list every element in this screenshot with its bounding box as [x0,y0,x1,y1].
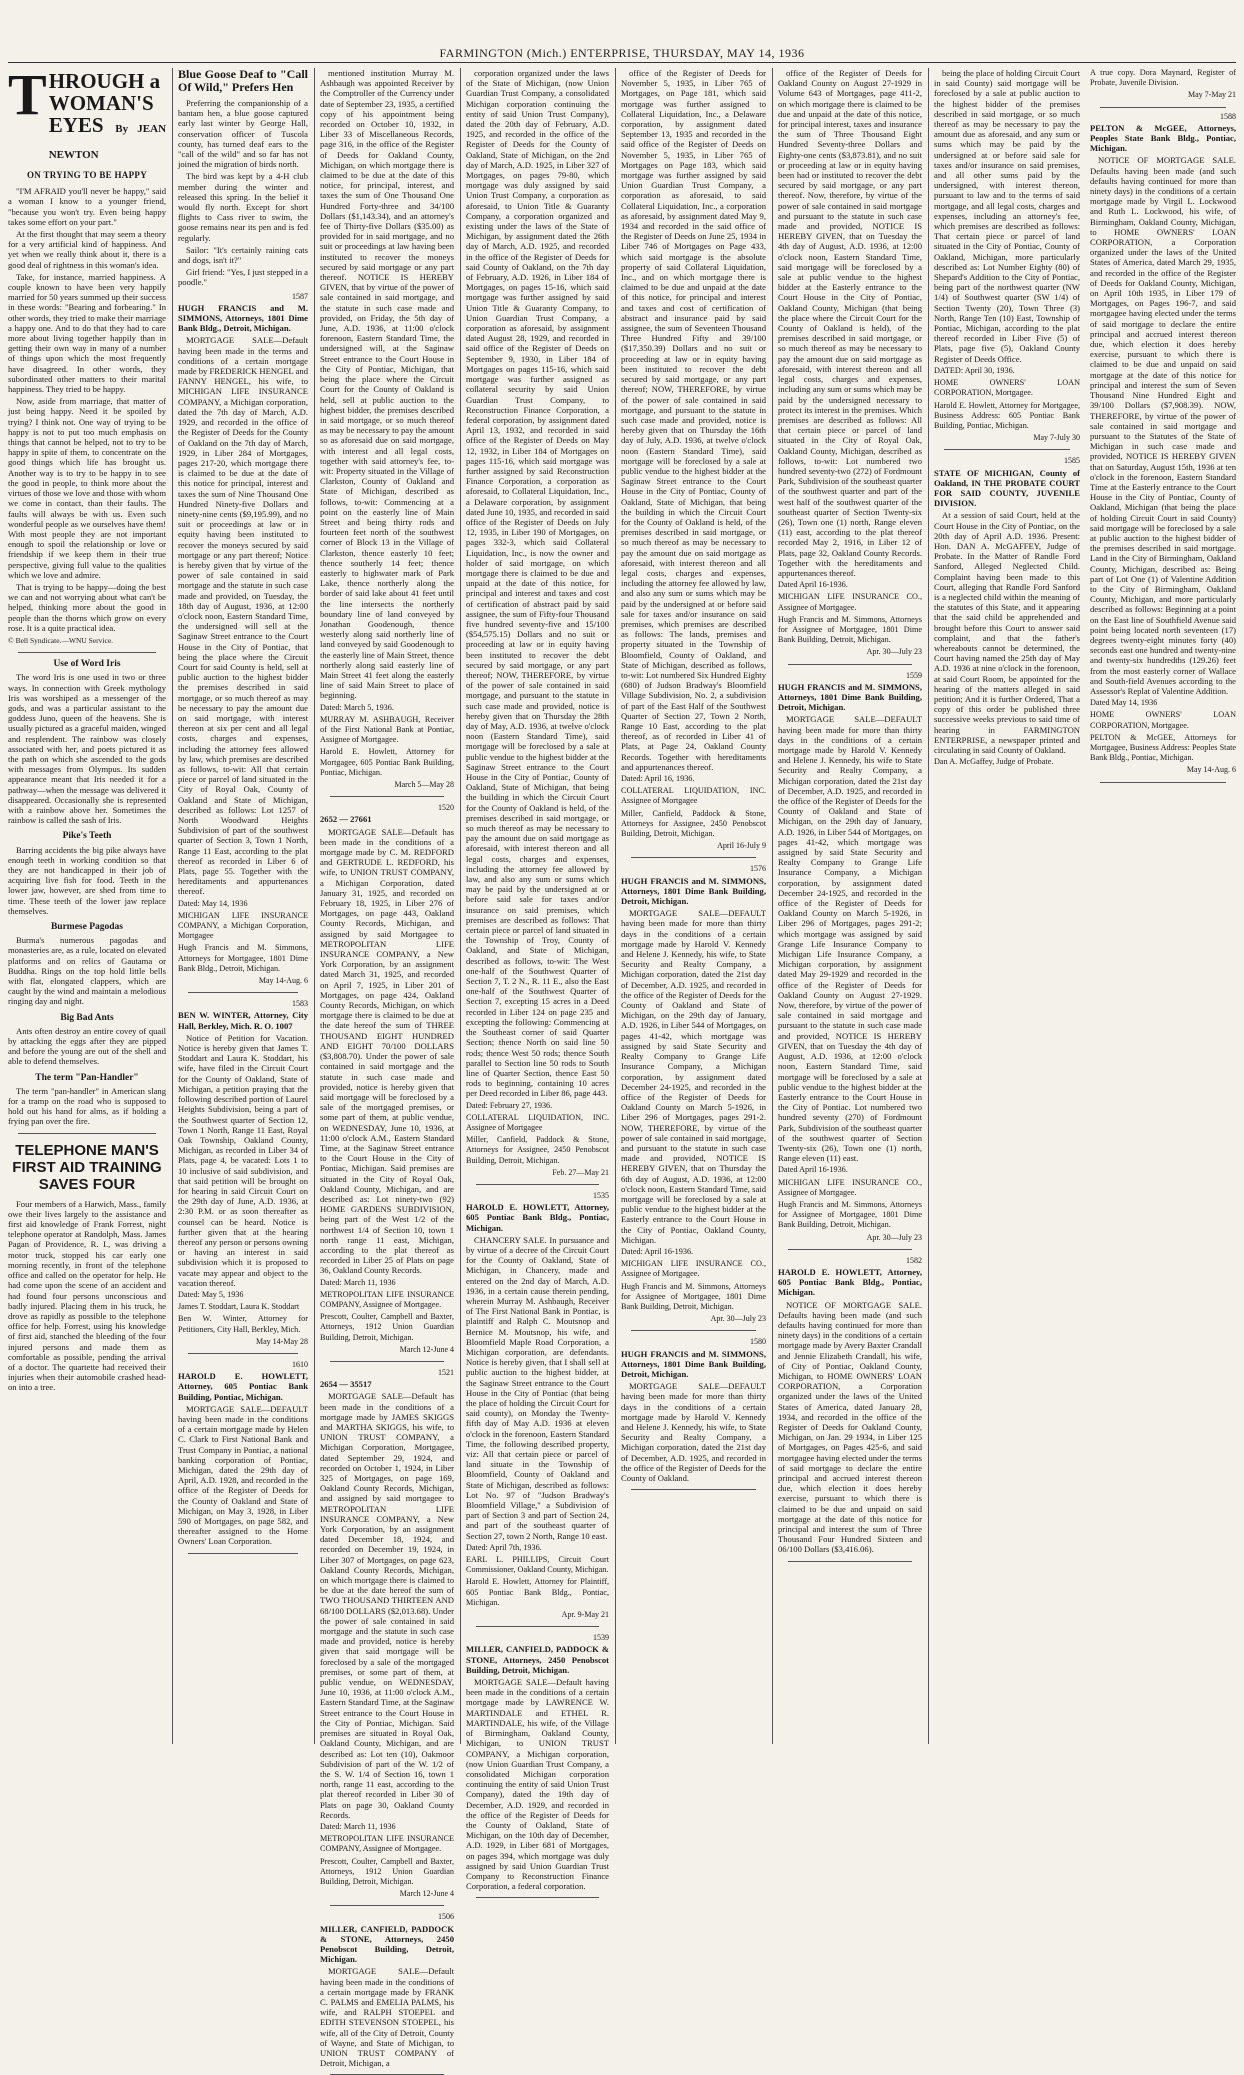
notice-assignee: MICHIGAN LIFE INSURANCE CO., Assignee of Mortgagee. [778,1177,922,1197]
notice-date: Dated: April 16, 1936. [621,774,695,784]
masthead: FARMINGTON (Mich.) ENTERPRISE, THURSDAY, MAY 14, 1936 [439,46,805,60]
notice-run-dates: Apr. 30—July 23 [866,647,922,657]
divider [476,1184,599,1185]
notice-run-dates: May 14-May 28 [256,1336,308,1346]
notice-attorneys: Miller, Canfield, Paddock & Stone, Attorneys for Assignee, 2450 Penobscot Building, Detroit, Michigan. [466,1135,609,1165]
notice-run-dates: March 5—May 28 [394,780,454,790]
legal-notices [466,68,609,1898]
notice-run-dates: May 7-July 30 [1033,433,1080,443]
notice-date: Dated April 16-1936. [778,1165,848,1175]
divider [188,992,298,993]
notice-body: MORTGAGE SALE—Default has been made in the conditions of a mortgage made by JAMES SKIGGS and MARTHA SKIGGS, his wife, to UNION TRUST COMPANY, a Michigan Corporation, Mortgagee, dated September 29, 1924, and recorded on October 1, 1924, in Liber 325 of Mortgages, on page 169, Oakland County Records, Michigan, and assigned by said mortgagee to METROPOLITAN LIFE INSURANCE COMPANY, a New York Corporation, by an assignment dated December 18, 1924, and recorded on December 19, 1924, in Liber 307 of Mortgages, on page 623, Oakland County Records, Michigan, on which mortgage there is claimed to be due at the date hereof the sum of TWO THOUSAND THIRTEEN AND 68/100 DOLLARS ($2,013.68). Under the power of sale contained in said mortgage and the statute in such case made and provided, notice is hereby given that said mortgage will be foreclosed by a sale of the mortgaged premises, or some part of them, at public vendue, on WEDNESDAY, June 10, 1936, at 11:00 o'clock A.M., Eastern Standard Time, at the Saginaw Street entrance to the Court House in the City of Pontiac, Michigan. Said premises are situated in Royal Oak, Oakland County, Michigan, and are described as: Lot ten (10), Oakmoor Subdivision of part of the W. 1/2 of the S. W. 1/4 of Section 16, town 1 north, range 11 east, according to the plat thereof recorded in Liber 30 of Plats on page 30, Oakland County Records. [320,1391,454,1820]
notice-number: 1539 [593,1633,609,1643]
notice-heading: STATE OF MICHIGAN, County of Oakland, IN THE PROBATE COURT FOR SAID COUNTY, JUVENILE DIVISION. [934,467,1080,509]
notice-heading: MILLER, CANFIELD, PADDOCK & STONE, Attorneys, 2450 Penobscot Building, Detroit, Michigan. [466,1644,609,1675]
column-divider [314,68,315,1744]
notice-run-dates: March 12-June 4 [399,1344,454,1354]
notice-date: Dated: May 5, 1936 [178,1289,244,1299]
divider [188,1353,298,1354]
notice-body: MORTGAGE SALE—Default having been made in the terms and conditions of a certain mortgage made by FREDERICK HENGEL and FANNY HENGEL, his wife, to MICHIGAN LIFE INSURANCE COMPANY, a Michigan corporation, dated the 7th day of March, A.D. 1929, and recorded in the office of the Register of Deeds for the County of Oakland on the 7th day of March, 1929, in Liber 284 of Mortgages, pages 217-20, which mortgage there is claimed to be due at the date of this notice for principal, interest and taxes the sum of Nine Thousand One Hundred Ninety-five Dollars and ninety-nine cents ($9,195.99), and no suit or proceedings at law or in equity having been instituted to recover the moneys secured by said mortgage or any part thereof; Notice is hereby given that by virtue of the power of sale contained in said mortgage and the statute in such case made and provided, on Tuesday, the 18th day of August, 1936, at 12:00 o'clock noon, Eastern Standard Time, the undersigned will sell at the Saginaw Street entrance to the Court House in the City of Pontiac, that being the place where the Circuit Court for said County is held, sell at public auction to the highest bidder the premises described in said mortgage, or so much thereof as may be necessary to pay the amount due on said mortgage, with interest thereon at six per cent and all legal costs, charges and expenses, including the attorney fees allowed by law, which premises are described as follows, to-wit: All that certain piece or parcel of land situated in the City of Royal Oak, County of Oakland and State of Michigan, described as follows: Lot 1257 of North Woodward Heights Subdivision of part of the southwest quarter of Section 3, Town 1 North, Range 11 East, according to the plat thereof as recorded in Liber 6 of Plats, page 55. Together with the hereditaments and appurtenances thereof. [178,335,309,897]
feature-drop-letter: T [8,62,47,127]
legal-notice [178,292,308,994]
notice-heading: PELTON & McGEE, Attorneys, Peoples State Bank Bldg., Pontiac, Michigan. [1090,122,1236,154]
legal-notices [934,68,1236,783]
notice-run-dates: May 14-Aug. 6 [1186,765,1236,775]
feature-title-line-3: EYES [48,113,104,137]
feature-paragraph: That is trying to be happy—doing the best we can and not worrying about what can't be helped, thinking more about the good in people than the thorns which grow on every rose. It is a quite practical idea. [8,581,166,633]
notice-number: 1559 [906,670,922,680]
notice-number: 1580 [750,1337,766,1347]
divider [18,652,156,653]
notice-date: Dated May 14, 1936 [1090,698,1158,708]
notice-number: 1583 [292,999,308,1009]
legal-notice [320,803,454,1362]
notice-heading: MILLER, CANFIELD, PADDOCK & STONE, Attorneys, 2450 Penobscot Building, Detroit, Michigan. [320,1923,454,1965]
feature-paragraph: At the first thought that may seem a theory for a very artificial kind of happiness. And yet when we really think about it, there is a good deal of rightness in this woman's idea. [8,229,166,270]
feature-title-line-1: HROUGH a [48,69,161,93]
feature-paragraph: "I'M AFRAID you'll never be happy," said a woman I know to a younger friend, "because you won't try. Even being happy takes some effort on your part." [8,186,166,227]
notice-body: MORTGAGE SALE—Default having been made in the conditions of a certain mortgage made by FRANK C. PALMS and EMELIA PALMS, his wife, and RALPH STOEPEL and EDITH STEVENSON STOEPEL, his wife, all of the City of Detroit, County of Wayne, and State of Michigan, to UNION TRUST COMPANY of Detroit, Michigan, a [320,1966,454,2069]
notice-body: office of the Register of Deeds for Oakland County on August 27-1929 in Volume 643 of Mortgages, page 411-2, on which mortgage there is claimed to be due and unpaid at the date of this notice, for principal interest, taxes and insurance the sum of Three Thousand Eight Hundred Seventy-three Dollars and Eighty-one cents ($3,873.81), and no suit or proceeding at law or in equity having been had or instituted to recover the debt secured by said mortgage, or any part thereof. Now, therefore, by virtue of the power of sale contained in said mortgage and pursuant to the statute in such case made and provided, NOTICE IS HEREBY GIVEN, that on Tuesday the 4th day of August, A.D. 1936, at 12:00 o'clock noon, Eastern Standard Time, said mortgage will be foreclosed by a sale at public vendue to the highest bidder at the Easterly entrance to the Court House in the City of Pontiac, Oakland County, Michigan (that being the place where the Circuit Court for the County of Oakland is held), of the premises described in said mortgage, or so much thereof as may be necessary to pay the amount due on said mortgage as aforesaid, with interest thereon and all legal costs, charges and expenses, including any sum or sums which may be paid by the undersigned necessary to protect its interest in the premises. Which premises are described as follows: All that certain piece or parcel of land situated in the City of Royal Oak, Oakland County, Michigan, described as follows, to-wit: Lot numbered two hundred seventy-two (272) of Fordmount Park, Subdivision of the southeast quarter of the southwest quarter and part of the west half of the southwest quarter of the southeast quarter of Section Twenty-six (26), Town one (1) north, Range eleven (11) east, according to the plat thereof recorded May 2, 1916, in Liber 12 of Plats, page 32, Oakland County Records. Together with the hereditaments and appurtenances thereof. [778,68,922,578]
feature-byline: By JEAN NEWTON [48,123,167,161]
filler-text: Ants often destroy an entire covey of quail by attacking the eggs after they are pipped and before the young are out of the shell and able to defend themselves. [8,1025,166,1067]
legal-notice [934,68,1080,450]
notice-number: 1587 [292,291,308,301]
column-divider [172,68,173,1744]
notice-run-dates: April 16-July 9 [717,841,766,851]
notice-number: 1582 [906,1255,922,1265]
notice-run-dates: Apr. 30—July 23 [866,1232,922,1242]
notice-date: Dated: April 16-1936. [621,1246,694,1256]
notice-attorneys: Miller, Canfield, Paddock & Stone, Attorneys for Assignee, 2450 Penobscot Building, Detroit, Michigan. [621,808,766,839]
divider [18,1133,156,1134]
joke-line-1: Sailor: "It's certainly raining cats and dogs, isn't it?" [178,244,308,266]
divider [788,664,912,665]
divider [788,1561,912,1562]
divider [330,1361,444,1362]
notice-run-dates: Apr. 9-May 21 [561,1610,609,1620]
notice-attorneys: A true copy. Dora Maynard, Register of Probate, Juvenile Division. [1090,68,1236,88]
divider [1100,782,1226,783]
notice-assignee: METROPOLITAN LIFE INSURANCE COMPANY, Assignee of Mortgagee. [320,1289,454,1309]
column-divider [772,68,773,1744]
notice-date: DATED: April 30, 1936. [934,365,1015,375]
legal-notice [320,68,454,797]
notice-body: MORTGAGE SALE—DEFAULT having been made for more than thirty days in the conditions of a certain mortgage made by Harold V. Kennedy and Helene J. Kennedy, his wife, to State Security and Realty Company, a Michigan corporation, dated the 21st day of December, A.D. 1925, and recorded in the office of the Register of Deeds for the County of Oakland and State of Michigan, on the 29th day of January, A.D. 1926, in Liber 544 of Mortgages, on pages 41-42, which mortgage was assigned by said State Security and Realty Company to Grange Life Insurance Company, a Michigan corporation, by assignment dated December 24-1925, and recorded in the office of the Register of Deeds for Oakland County on March 5-1926, in Liber 296 of Mortgages, pages 291-2. NOW, THEREFORE, by virtue of the power of sale contained in said mortgage, and pursuant to the statute in such case made and provided, NOTICE IS HEREBY GIVEN, that on Thursday the 6th day of August, A.D. 1936, at 12:00 o'clock noon, Eastern Standard Time, said mortgage will be foreclosed by a sale at public vendue to the highest bidder at the Easterly entrance to the Court House in the City of Pontiac, Oakland County, Michigan. [621,908,766,1245]
notice-attorneys: Ben W. Winter, Attorney for Petitioners, City Hall, Berkley, Mich. [178,1314,308,1334]
masthead-rule [8,62,1236,63]
legal-notice [466,68,609,1185]
notice-body: MORTGAGE SALE—DEFAULT having been made for more than thirty days in the conditions of a certain mortgage made by Harold V. Kennedy and Helene J. Kennedy, his wife, to State Security and Realty Company, a Michigan corporation, dated the 21st day of December, A.D. 1925, and recorded in the office of the Register of Deeds for the County of Oakland. [621,1381,766,1484]
divider [631,857,756,858]
column-7 [934,68,1236,1744]
notice-assignee: COLLATERAL LIQUIDATION, INC. Assignee of Mortgagee [621,786,766,806]
legal-notice [466,1633,609,1898]
filler-items [8,659,166,1127]
notice-attorneys: PELTON & McGEE, Attorneys for Mortgagee, Business Address: Peoples State Bank Bldg., Pontiac, Michigan. [1090,732,1236,763]
legal-notices [778,68,922,1562]
notice-heading: HUGH FRANCIS and M. SIMMONS, Attorneys, 1801 Dime Bank Building, Detroit, Michigan. [621,1348,766,1379]
notice-attorneys: Hugh Francis and M. Simmons, Attorneys for Assignee of Mortgagee, 1801 Dime Bank Building, Detroit, Michigan. [621,1281,766,1311]
notice-number: 1535 [593,1190,609,1200]
notice-assignee: MICHIGAN LIFE INSURANCE COMPANY, a Michigan Corporation, Mortgagee [178,910,308,941]
notice-date: Dated: March 5, 1936. [320,702,394,712]
article-paragraph: The bird was kept by a 4-H club member during the winter and released this spring. In the belief it would fly north. Except for short flights to Cass river to swim, the goose remains near its pen and is fed regularly. [178,171,308,243]
notice-assignee: MICHIGAN LIFE INSURANCE CO., Assignee of Mortgagee. [621,1259,766,1279]
column-2 [178,68,308,1744]
notice-date: Dated: February 27, 1936. [466,1100,553,1110]
notice-attorneys: Prescott, Coulter, Campbell and Baxter, Attorneys, 1912 Union Guardian Building, Detroit, Michigan. [320,1856,454,1886]
syndicate-credit: © Bell Syndicate.—WNU Service. [8,635,114,645]
notice-attorneys: Harold E. Howlett, Attorney for Mortgagee, Business Address: 605 Pontiac Bank Building, Pontiac, Michigan. [934,400,1080,430]
notice-body: MORTGAGE SALE—DEFAULT having been made in the conditions of a certain mortgage made by Helen C. Clark to First National Bank and Trust Company in Pontiac, a national banking corporation of Pontiac, Michigan, dated the 29th day of April, A.D. 1928, and recorded in the office of the Register of Deeds for the County of Oakland and State of Michigan, on May 3, 1928, in Liber 590 of Mortgages, on page 582, and thereafter assigned to the Home Owners' Loan Corporation. [178,1403,308,1547]
filler-headline: Big Bad Ants [60,1012,114,1023]
notice-attorneys: Harold E. Howlett, Attorney for Mortgagee, 605 Pontiac Bank Building, Pontiac, Michigan. [320,747,454,777]
filler-headline: The term "Pan-Handler" [35,1072,139,1083]
notice-body: Notice of Petition for Vacation. Notice is hereby given that James T. Stoddart and Laura K. Stoddart, his wife, have filed in the Circuit Court for the County of Oakland, State of Michigan, a petition praying that the following described portion of Laurel Heights Subdivision, being a part of the Southwest quarter of Section 12, Town 1 North, Range 11 East, Royal Oak Township, Oakland County, Michigan, as recorded in Liber 34 of Plats, page 4, be vacated: Lots 1 to 10 inclusive of said subdivision, and that said petition will be brought on for hearing in said Circuit Court on the 29th day of June, A.D. 1936, at 2:30 P.M. or as soon thereafter as counsel can be heard. Notice is further given that at the hearing thereof any person or persons owning or having an interest in said subdivision which it is proposed to vacate may appear and object to the vacation thereof. [178,1032,308,1288]
article-headline: Blue Goose Deaf to "Call Of Wild," Prefers Hen [178,67,308,94]
divider [476,1897,599,1898]
legal-notices [178,292,308,1554]
column-3 [320,68,454,2069]
notice-body: At a session of said Court, held at the Court House in the City of Pontiac, on the 20th day of April A.D. 1936. Present: Hon. DAN A. McGAFFEY, Judge of Probate. In the Matter of Randle Ford Sanford, Alleged Neglected Child. Complaint having been made to this Court, alleging that Randle Ford Sanford is a neglected child within the meaning of the statutes of this State, and it appearing that the said child be apprehended and brought before this Court to answer said complaint, and that the father's whereabouts cannot be determined, the Court having named the 25th day of May A.D. 1936 at nine o'clock in the forenoon, at said Court Room, be appointed for the hearing of the matters alleged in said petition; And it is further Ordered, That a copy of this order be published three successive weeks previous to said time of hearing in FARMINGTON ENTERPRISE, a newspaper printed and circulating in said County of Oakland. [934,510,1080,755]
article-body [178,98,308,243]
legal-notice [778,1256,922,1562]
notice-number: 1588 [1220,111,1236,121]
notice-heading: 2652 — 27661 [320,814,372,825]
legal-notice [1090,112,1236,783]
notice-heading: HUGH FRANCIS and M. SIMMONS, Attorneys, 1801 Dime Bank Building, Detroit, Michigan. [778,681,922,713]
legal-notices [621,68,766,1490]
legal-notice [466,1191,609,1627]
filler-text: The term "pan-handler" in American slang for a tramp on the road who is supposed to hold out his hand for alms, as if holding a frying pan over the fire. [8,1085,166,1127]
divider [188,1553,298,1554]
filler-headline: Burmese Pagodas [50,922,124,933]
feature-paragraph: Take, for instance, married happiness. A couple known to have been very happily married for 50 years summed up their success in these words: "Bearing and forbearing." In other words, they tried to make their marriage a happy one. And to do that they had to care more about living together happily than in getting their own way in many of a number of things upon which the most frequently have disagreed. In other words, they subordinated other matters to their marital happiness. They tried to be happy. [8,271,166,395]
notice-attorneys: Prescott, Coulter, Campbell and Baxter, Attorneys, 1912 Union Guardian Building, Detroit, Michigan. [320,1312,454,1342]
divider [788,1249,912,1250]
column-5 [621,68,766,1744]
notice-assignee: James T. Stoddart, Laura K. Stoddart [178,1302,300,1312]
legal-notice [621,68,766,858]
notice-assignee: Dan A. McGaffey, Judge of Probate. [934,757,1054,767]
notice-number: 1576 [750,864,766,874]
notice-date: Dated: March 11, 1936 [320,1821,396,1831]
filler-text: The word Iris is one used in two or three ways. In connection with Greek mythology Iris was worshiped as a messenger of the gods, and was a particular assistant to the goddess Juno, queen of the heavens. She is usually pictured as a graceful maiden, winged and resplendent. The rainbow was closely associated with her, and poets pictured it as the path on which she ascended to the gods with messages from Olympus. Its sudden appearance meant that Iris needed it for a pathway—when the message was delivered it disappeared. Occasionally she is represented with a rainbow above her. Sometimes the rainbow is called the sash of Iris. [8,672,166,826]
notice-heading: HUGH FRANCIS and M. SIMMONS, Attorneys, 1801 Dime Bank Bldg., Detroit, Michigan. [178,302,308,334]
divider [1100,107,1226,108]
notice-body: mentioned institution Murray M. Ashbaugh was appointed Receiver by the Comptroller of the Currency under date of September 23, 1935, a certified copy of his appointment being recorded on October 10, 1932, in Liber 33 of Miscellaneous Records, page 316, in the office of the Register of Deeds for Oakland County, Michigan, on which mortgage there is claimed to be due at the date of this notice, for principal, interest, and taxes the sum of One Thousand One Hundred Forty-three and 34/100 Dollars ($1,143.34), and an attorney's fee of Thirty-five Dollars ($35.00) as provided for in said mortgage, and no suit or proceedings at law having been instituted to recover the moneys secured by said mortgage or any part thereof. NOTICE IS HEREBY GIVEN, that by virtue of the power of sale contained in said mortgage, and the statute in such case made and provided, on Friday, the 5th day of June, A.D. 1936, at 11:00 o'clock forenoon, Eastern Standard Time, the undersigned will, at the Saginaw Street entrance to the Court House in the City of Pontiac, Michigan, that being the place where the Circuit Court for the County of Oakland is held, sell at public auction to the highest bidder, the premises described in said mortgage, or so much thereof as may be necessary to pay the amount so as aforesaid due on said mortgage, with interest and all legal costs, together with said attorney's fee, to-wit: Property situated in the Village of Clarkston, County of Oakland and State of Michigan, described as follows, to-wit: Commencing at a point on the easterly line of Main Street and being thirty rods and fourteen feet north of the southwest corner of Block 13 in the Village of Clarkston, thence easterly 10 feet; thence southerly 14 feet; thence easterly to highwater mark of Park Lake, thence northerly along the border of said lake about 41 feet until the line intersects the northerly boundary line of land conveyed by Jonathan Goodenough, thence westerly along said northerly line of land conveyed by said Goodenough to the easterly line of Main Street, thence northerly along said easterly line of Main Street 41 feet along the easterly line of said Main Street to place of beginning. [320,68,454,701]
notice-body: corporation organized under the laws of the State of Michigan, (now Union Guardian Trust Company, a consolidated Michigan corporation continuing the entity of said Union Trust Company), dated the 20th day of February, A.D. 1925, and recorded in the office of the Register of Deeds for the County of Oakland, State of Michigan, on the 2nd day of March, A.D. 1925, in Liber 327 of Mortgages, on pages 79-80, which mortgage was duly assigned by said Union Trust Company, a corporation as aforesaid, to Union Title & Guaranty Company, a corporation organized and existing under the laws of the State of Michigan, by assignment dated the 26th day of March, A.D. 1925, and recorded in the office of the Register of Deeds for said County of Oakland, on the 7th day of February, A.D. 1926, in Liber 184 of Mortgages, on pages 15-16, which said mortgage was further assigned by said Union Title & Guaranty Company, to Union Guardian Trust Company, a corporation as aforesaid, by assignment dated August 28, 1929, and recorded in said office of the Register of Deeds on September 9, 1930, in Liber 184 of Mortgages on pages 115-16, which said mortgage was further assigned as collateral security by said Union Guardian Trust Company, to Reconstruction Finance Corporation, a federal corporation, by assignment dated April 13, 1932, and recorded in said office of the Register of Deeds on May 12, 1932, in Liber 184 of Mortgages on pages 115-16, which said mortgage was further assigned by said Reconstruction Finance Corporation, a corporation as aforesaid, to Collateral Liquidation, Inc., a Delaware corporation, by assignment dated June 10, 1935, and recorded in said office of the Register of Deeds on July 12, 1935, in Liber 190 of Mortgages, on pages 332-3, which said Collateral Liquidation, Inc., is now the owner and holder of said mortgage, on which mortgage there is claimed to be due and unpaid at the date of this notice, for principal and interest and taxes and cost of certification of abstract paid by said assignee, the sum of Fifty-four Thousand five hundred seventy-five and 15/100 ($54,575.15) Dollars and no suit or proceeding at law or in equity having been instituted to recover the debt secured by said mortgage, or any part thereof; NOW, THEREFORE, by virtue of the power of sale contained in said mortgage, and pursuant to the statute in such case made and provided, notice is hereby given that on Thursday the 28th day of May, A.D. 1936, at twelve o'clock noon (Eastern Standard Time), said mortgage will be foreclosed by a sale at public vendue to the highest bidder at the Saginaw Street entrance to the Court House in the City of Pontiac, County of Oakland, State of Michigan, that being the building in which the Circuit Court for the County of Oakland is held, of the premises described in said mortgage, or so much thereof as may be necessary to pay the amount due on said mortgage as aforesaid, with interest thereon and all legal costs, charges and expenses, including the attorney fee allowed by law, and also any sum or sums which may be paid by the undersigned at or before said sale for taxes and/or insurance on said premises, which premises are described as follows: That certain piece or parcel of land situated in the Township of Troy, County of Oakland, and State of Michigan, described as follows, to-wit: The West one-half of the Southwest Quarter of Section 7, T. 2 N., R. 11 E., also the East one-half of the Southwest Quarter of Section 7, excepting 15 acres in a Deed recorded in Liber 124 on page 235 and excepting the following: Commencing at the Southeast corner of said Quarter Section; thence North on said line 50 rods; thence West 50 rods; thence South parallel to Section line 50 rods to South line of Quarter Section, thence East 50 rods to beginning, containing 10 acres per Deed recorded in Liber 86, page 443. [466,68,609,1099]
notice-heading: HAROLD E. HOWLETT, Attorney, 605 Pontiac Bank Bldg., Pontiac, Michigan. [778,1266,922,1298]
notice-assignee: COLLATERAL LIQUIDATION, INC. Assignee of Mortgagee [466,1112,609,1132]
joke-line-2: Girl friend: "Yes, I just stepped in a poodle." [178,267,308,288]
notice-body: MORTGAGE SALE—Default having been made in the conditions of a certain mortgage made by LAWRENCE W. MARTINDALE and ETHEL R. MARTINDALE, his wife, of the Village of Birmingham, Oakland County, Michigan, to UNION TRUST COMPANY, a Michigan corporation, (now Union Guardian Trust Company, a consolidated Michigan corporation continuing the entity of said Union Trust Company), dated the 19th day of December, A.D. 1929, and recorded in the office of the Register of Deeds for the County of Oakland, State of Michigan, on the 10th day of December, A.D. 1929, in Liber 681 of Mortgages, on pages 394, which mortgage was duly assigned by said Union Guardian Trust Company to Reconstruction Finance Corporation, a federal corporation. [466,1677,609,1892]
notice-number: 1520 [438,803,454,813]
feature-paragraph: Now, aside from marriage, that matter of just being happy. Need it be spoiled by trying? I think not. One way of trying to be happy is not to put too much emphasis on things that cannot be helped, not to try to be happy in spite of them, to concentrate on the good things which life has brought us. Another way is to try to be happy in to see the good in people, to think more about the virtues of those we love and those with whom we come in contact, than their faults. The faults will always be with us. Even such wonderful people as we ourselves have them! With most people they are not important enough to spoil the relationship or love or friendship if we keep them in their true perspective, giving full value to the qualities which we love and admire. [8,396,167,580]
notice-date: Dated: April 7th, 1936. [466,1542,542,1552]
legal-notice [621,864,766,1331]
notice-assignee: HOME OWNERS' LOAN CORPORATION, Mortgagee. [934,378,1080,398]
divider [631,1330,756,1331]
column-divider [928,68,929,1744]
column-divider [460,68,461,1744]
notice-body: MORTGAGE SALE—Default has been made in the conditions of a mortgage made by C. M. REDFORD and GERTRUDE L. REDFORD, his wife, to UNION TRUST COMPANY, a Michigan Corporation, dated January 31, 1925, and recorded on February 18, 1925, in Liber 276 of Mortgages, on page 443, Oakland County Records, Michigan, and assigned by said Mortgagee to METROPOLITAN LIFE INSURANCE COMPANY, a New York Corporation, by an assignment dated March 31, 1925, and recorded on April 7, 1925, in Liber 201 of Mortgages, on page 424, Oakland County Records, Michigan, on which mortgage there is claimed to be due at the date hereof the sum of THREE THOUSAND EIGHT HUNDRED AND EIGHT 70/100 DOLLARS ($3,808.70). Under the power of sale contained in said mortgage and the statute in such case made and provided, notice is hereby given that said mortgage will be foreclosed by a sale of the mortgaged premises, or some part of them, at public vendue, on WEDNESDAY, June 10, 1936, at 11:00 o'clock A.M., Eastern Standard Time, at the Saginaw Street entrance to the Court House in the City of Pontiac, Michigan. Said premises are situated in the City of Royal Oak, Oakland County, Michigan, and are described as: Lot ninety-two (92) HOME GARDENS SUBDIVISION, being part of the West 1/2 of the northwest 1/4 of Section 10, town 1 north range 11 east, Michigan, according to the plat thereof as recorded in Liber 25 of Plats on page 36, Oakland County Records. [320,826,454,1276]
feature-body [8,186,166,633]
legal-notice [320,1368,454,1906]
legal-notice [178,1360,308,1554]
divider [330,796,444,797]
notice-run-dates: May 7-May 21 [1188,90,1236,100]
feature-subhead: ON TRYING TO BE HAPPY [26,170,147,180]
notice-attorneys: Hugh Francis and M. Simmons, Attorneys for Assignee of Mortgagee, 1801 Dime Bank Building, Detroit, Michigan. [778,1199,922,1230]
notice-attorneys: Harold E. Howlett, Attorney for Plaintiff, 605 Pontiac Bank Bldg., Pontiac, Michigan. [466,1577,609,1607]
notice-body: NOTICE OF MORTGAGE SALE. Defaults having been made (and such defaults having continued for more than ninety days) in the conditions of a certain mortgage made by Virgil L. Lockwood and Ruth L. Lockwood, his wife, of Birmingham, Oakland County, Michigan, to HOME OWNERS' LOAN CORPORATION, a Corporation organized under the laws of the United States of America, dated March 29, 1935, and recorded in the office of the Register of Deeds for Oakland County, Michigan, on April 10th 1935, in Liber 179 of Mortgages, on Pages 196-7, and said mortgagee having elected under the terms of said mortgage to declare the entire principal and accrued interest thereon due, which election it does hereby exercise, pursuant to which there is claimed to be due and unpaid on said mortgage at the date of this notice for principal and interest the sum of Seven Thousand Nine Hundred Eight and 39/100 Dollars ($7,908.39). NOW, THEREFORE, by virtue of the power of sale contained in said mortgage and pursuant to the Statutes of the State of Michigan in such case made and provided, NOTICE IS HEREBY GIVEN that on Saturday, August 15th, 1936 at ten o'clock in the forenoon, Eastern Standard Time at the Easterly entrance to the Court House in the City of Pontiac, County of Oakland, Michigan (that being the place of holding Circuit Court in said County) said mortgage will be foreclosed by a sale at public auction to the highest bidder of the premises described in said mortgage. Land in the City of Birmingham, Oakland County, Michigan, described as: Being part of Lot One (1) of Valentine Addition to the City of Birmingham, Oakland County, Michigan, and more particularly described as follows: Beginning at a point on the East line of Southfield Avenue said point being located north seventeen (17) degrees twenty-eight minutes forty (40) seconds east one hundred and twenty-nine and twenty-six hundredths (129.26) feet from the most easterly corner of Wallace and South-field Avenues according to the Assessor's Replat of Valentine Addition. [1090,155,1236,696]
filler-text: Barring accidents the big pike always have enough teeth in working condition so that they are not handicapped in their job of acquiring live fish for food. Teeth in the lower jaw, however, are shed from time to time. These teeth of the lower jaw replace themselves. [8,844,166,916]
column-4 [466,68,609,1892]
notice-number: 1521 [438,1367,454,1377]
notice-heading: HAROLD E. HOWLETT, Attorney, 605 Pontiac Bank Building, Pontiac, Michigan. [178,1371,308,1402]
divider [330,1905,444,1906]
divider [944,449,1070,450]
column-1 [8,62,167,1744]
divider [631,1489,756,1490]
notice-body: being the place of holding Circuit Court in said County) said mortgage will be foreclosed by a sale at public auction to the highest bidder of the premises described in said mortgage, or so much thereof as may be necessary to pay the amount due as aforesaid, and any sum or sums which may be paid by the undersigned at or before said sale for taxes and/or insurance on said premises, and all other sums paid by the undersigned, with interest thereon, pursuant to law and to the terms of said mortgage, and all legal costs, charges and expenses, including an attorney's fee, which premises are described as follows: That certain piece or parcel of land situated in the City of Pontiac, County of Oakland, Michigan, more particularly described as: Lot Number Eighty (80) of Shepard's Addition to the City of Pontiac, being part of the northwest quarter (NW 1/4) of Southwest quarter (SW 1/4) of Section Twenty (20), Town Three (3) North, Range Ten (10) East, Township of Pontiac, Michigan, according to the plat thereof recorded in Liber Five (5) of Plats, page five (5), Oakland County Register of Deeds Office. [934,68,1080,364]
column-divider [615,68,616,1744]
legal-notice [778,671,922,1250]
legal-notice [320,1912,454,2075]
notice-assignee: EARL L. PHILLIPS, Circuit Court Commissioner, Oakland County, Michigan. [466,1555,609,1575]
telephone-headline: TELEPHONE MAN'S FIRST AID TRAINING SAVES FOUR [12,1141,162,1193]
legal-notice [621,1337,766,1490]
notice-body: MORTGAGE SALE—DEFAULT having been made for more than thirty days in the conditions of a certain mortgage made by Harold V. Kennedy and Helene J. Kennedy, his wife to State Security and Realty Company, a Michigan corporation, dated the 21st day of December, A.D. 1925, and recorded in the office of the Register of Deeds for the County of Oakland and State of Michigan, on the 29th day of January, A.D. 1926, in Liber 544 of Mortgages, on pages 41-42, which mortgage was assigned by said State Security and Realty Company to Grange Life Insurance Company, a Michigan corporation, by assignment dated December 24-1925, and recorded in the office of the Register of Deeds for Oakland County on March 5-1926, in Liber 296 of Mortgages, pages 291-2; which mortgage was assigned by said Grange Life Insurance Company to Michigan Life Insurance Company, a Michigan corporation, by assignment dated May 29-1929 and recorded in the office of the Register of Deeds for Oakland County on August 27-1929. Now, therefore, by virtue of the power of sale contained in said mortgage and pursuant to the statute in such case made and provided, NOTICE IS HEREBY GIVEN, that on Tuesday the 4th day of August, A.D. 1936, at 12:00 o'clock noon, Eastern Standard Time, said mortgage will be foreclosed by a sale at public vendue to the highest bidder at the Easterly entrance to the Court House in the City of Pontiac. Lot numbered two hundred seventy (270) of Fordmount Park, Subdivision of the southeast quarter of the southwest quarter of Section Twenty-six (26), Town one (1) north, Range eleven (11) east. [778,714,922,1164]
notice-heading: BEN W. WINTER, Attorney, City Hall, Berkley, Mich. R. O. 1007 [178,1010,308,1031]
notice-body: NOTICE OF MORTGAGE SALE. Defaults having been made (and such defaults having continued for more than ninety days) in the conditions of a certain mortgage made by Avery Baxter Crandall and Jennie Elizabeth Crandall, his wife, of City of Pontiac, Oakland County, Michigan, to HOME OWNERS' LOAN CORPORATION, a Corporation organized under the laws of the United States of America, dated January 28, 1934, and recorded in the office of the Register of Deeds for Oakland County, Michigan, on Jan. 29 1934, in Liber 125 of Mortgages, on Pages 425-6, and said mortgagee having elected under the terms of said mortgage to declare the entire principal and accrued interest thereon due, which election it does hereby exercise, pursuant to which there is claimed to be due and unpaid on said mortgage at the date of this notice for principal and interest the sum of Three Thousand Four Hundred Sixteen and 06/100 Dollars ($3,416.06). [778,1299,922,1555]
filler-headline: Pike's Teeth [62,831,112,842]
feature-header [8,62,167,180]
notice-date: Dated: May 14, 1936 [178,898,248,908]
notice-assignee: MICHIGAN LIFE INSURANCE CO., Assignee of Mortgagee. [778,592,922,612]
notice-number: 1610 [292,1359,308,1369]
filler-text: Burma's numerous pagodas and monasteries are, as a rule, located on elevated platforms and on relics of Gautama or Buddha. Rings on the top hold little bells with flat, elongated clappers, which are caught by the wind and maintain a melodious ringing day and night. [8,935,166,1007]
notice-number: 1506 [438,1912,454,1922]
notice-date: Dated: March 11, 1936 [320,1277,396,1287]
legal-notice [178,999,308,1354]
feature-title-line-2: WOMAN'S [48,91,154,115]
legal-notices [320,68,454,2075]
notice-heading: HUGH FRANCIS and M. SIMMONS, Attorneys, 1801 Dime Bank Building, Detroit, Michigan. [621,875,766,907]
notice-body: CHANCERY SALE. In pursuance and by virtue of a decree of the Circuit Court for the County of Oakland, State of Michigan, in Chancery, made and entered on the 2nd day of March, A.D. 1936, in a certain cause therein pending, wherein Murray M. Ashbaugh, Receiver of The First National Bank in Pontiac, is plaintiff and Ralph C. Moutsnop and Bernice M. Moutsnop, his wife, and Bloomfield Maple Road Corporation, a Michigan corporation, are defendants. Notice is hereby given, that I shall sell at public auction to the highest bidder, at the Saginaw Street entrance to the Court House in the City of Pontiac (that being the place of holding the Circuit Court for said county), on Monday the Twenty-fifth day of May A.D. 1936 at eleven o'clock in the forenoon, Eastern Standard Time, the following described property, viz: All that certain piece or parcel of land situate in the Township of Bloomfield, County of Oakland and State of Michigan, described as follows: Lot No. 97 of "Judson Bradway's Bloomfield Village," a Subdivision of part of Section 3 and part of Section 24, and part of the southeast quarter of Section 27, town 2 North, Range 10 east. [466,1234,609,1541]
notice-assignee: HOME OWNERS' LOAN CORPORATION, Mortgagee. [1090,710,1236,730]
notice-attorneys: Hugh Francis and M. Simmons, Attorneys for Assignee of Mortgagee, 1801 Dime Bank Building, Detroit, Michigan. [778,614,922,645]
column-6 [778,68,922,1744]
notice-heading: 2654 — 35517 [320,1379,372,1390]
notice-date: Dated April 16-1936. [778,580,848,590]
article-paragraph: Preferring the companionship of a bantam hen, a blue goose captured early last winter by George Hall, conservation officer of Tuscola county, has turned deaf ears to the "call of the wild" and so far has not joined the migration of birds north. [178,98,308,170]
notice-run-dates: Feb. 27—May 21 [552,1167,609,1177]
notice-assignee: MURRAY M. ASHBAUGH, Receiver of the First National Bank at Pontiac, Assignee of Mortgagee. [320,714,454,745]
notice-run-dates: May 14-Aug. 6 [258,976,308,986]
divider [476,1626,599,1627]
notice-heading: HAROLD E. HOWLETT, Attorney, 605 Pontiac Bank Bldg., Pontiac, Michigan. [466,1202,609,1233]
notice-attorneys: Hugh Francis and M. Simmons, Attorneys for Mortgagee, 1801 Dime Bank Bldg., Detroit, Michigan. [178,943,308,973]
notice-run-dates: Apr. 30—July 23 [710,1314,766,1324]
notice-assignee: METROPOLITAN LIFE INSURANCE COMPANY, Assignee of Mortgagee. [320,1834,454,1854]
telephone-body: Four members of a Harwich, Mass., family owe their lives largely to the assistance and first aid knowledge of Frank Forrest, night telephone operator at Randolph, Mass. James Pagan of Providence, R. I., was driving a motor truck, stopped his car early one morning recently, in front of the telephone office and called on the operator for help. He had come upon the scene of an accident and had found four persons unconscious and badly injured. Placing them in his truck, he drove as rapidly as possible to the telephone office for help. Forrest, using his knowledge of first aid, stanched the bleeding of the four injured persons and made them as comfortable as possible, pending the arrival of a doctor. The quartette had received their injuries when their automobile crashed head-on into a tree. [8,1198,166,1393]
notice-body: office of the Register of Deeds for November 5, 1935, in Liber 765 of Mortgages, on Page 181, which said mortgage was further assigned to Collateral Liquidation, Inc., a Delaware corporation, by assignment dated September 13, 1935 and recorded in the said office of the Register of Deeds on November 5, 1935, in Liber 765 of Mortgages on Page 183, which said mortgage was further assigned by said Union Guardian Trust Company, a corporation as aforesaid, to said Collateral Liquidation, Inc., a corporation as aforesaid, by assignment dated May 9, 1934 and recorded in the said office of the Register of Deeds on June 25, 1934 in Liber 746 of Mortgages on Page 433, which said mortgage is the absolute property of said Collateral Liquidation, Inc., and on which mortgage there is claimed to be due and unpaid at the date of this notice, for principal and interest and taxes and cost of certification of abstract and insurance paid by said assignee, the sum of Seventeen Thousand Three Hundred Fifty and 39/100 ($17,350.39) Dollars and no suit or proceeding at law or in equity having been instituted to recover the debt secured by said mortgage, or any part thereof; NOW, THEREFORE, by virtue of the power of sale contained in said mortgage, and pursuant to the statute in such case made and provided, notice is hereby given that on Thursday the 16th day of July, A.D. 1936, at twelve o'clock noon (Eastern Standard Time), said mortgage will be foreclosed by a sale at public vendue to the highest bidder at the Saginaw Street entrance to the Court House in the City of Pontiac, County of Oakland, State of Michigan, that being the building in which the Circuit Court for the County of Oakland is held, of the premises described in said mortgage, or so much thereof as may be necessary to pay the amount due on said mortgage as aforesaid, with interest thereon and all legal costs, charges and expenses, including the attorney fee allowed by law, and also any sum or sums which may be paid by the undersigned at or before said sale for taxes and/or insurance on said premises, which premises are described as follows: The lands, premises and property situated in the Township of Bloomfield, County of Oakland, and State of Michigan, described as follows, to-wit: Lot numbered Six Hundred Eighty (680) of Judson Bradway's Bloomfield Village Subdivision, No. 2, a subdivision of part of the East Half of the Southwest Quarter of Section 27, Town 2 North, Range 10 East, according to the plat thereof, as of recorded in Liber 41 of Plats, at Page 24, Oakland County Records. Together with hereditaments and appurtenances thereof. [621,68,766,772]
notice-run-dates: March 12-June 4 [399,1889,454,1899]
legal-notice [778,68,922,665]
filler-headline: Use of Word Iris [53,659,121,670]
notice-number: 1585 [1064,456,1080,466]
